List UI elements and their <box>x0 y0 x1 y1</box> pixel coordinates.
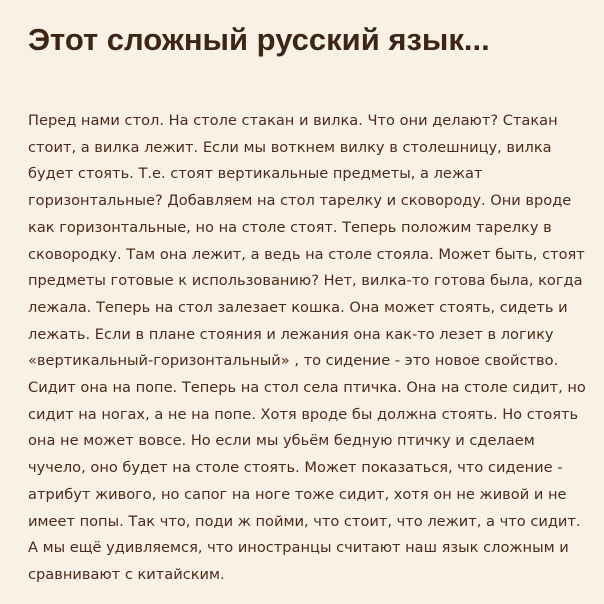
body-line: имеет попы. Так что, поди ж пойми, что стоит, что лежит, а что сидит. <box>28 512 581 530</box>
article-body <box>28 108 586 589</box>
article-title: Этот сложный русский язык... <box>28 22 490 57</box>
body-line: сравнивают с китайским. <box>28 565 225 583</box>
body-line: чучело, оно будет на столе стоять. Может показаться, что сидение - <box>28 459 563 477</box>
body-line: как горизонтальные, но на столе стоят. Теперь положим тарелку в <box>28 218 552 236</box>
body-line: сковородку. Там она лежит, а ведь на столе стояла. Может быть, стоят <box>28 245 585 263</box>
body-line: сидит на ногах, а не на попе. Хотя вроде бы должна стоять. Но стоять <box>28 405 579 423</box>
body-line: Сидит она на попе. Теперь на стол села птичка. Она на столе сидит, но <box>28 379 586 397</box>
body-line: предметы готовые к использованию? Нет, вилка-то готова была, когда <box>28 272 583 290</box>
body-line: А мы ещё удивляемся, что иностранцы считают наш язык сложным и <box>28 539 569 557</box>
body-line: горизонтальные? Добавляем на стол тарелку и сковороду. Они вроде <box>28 192 572 210</box>
body-line: стоит, а вилка лежит. Если мы воткнем вилку в столешницу, вилка <box>28 138 552 156</box>
body-line: будет стоять. Т.е. стоят вертикальные предметы, а лежат <box>28 165 483 183</box>
body-line: Перед нами стол. На столе стакан и вилка. Что они делают? Стакан <box>28 112 558 129</box>
body-line: лежать. Если в плане стояния и лежания она как-то лезет в логику <box>28 325 554 343</box>
body-line: она не может вовсе. Но если мы убьём бедную птичку и сделаем <box>28 432 535 450</box>
body-line: атрибут живого, но сапог на ноге тоже сидит, хотя он не живой и не <box>28 485 567 503</box>
body-line: лежала. Теперь на стол залезает кошка. Она может стоять, сидеть и <box>28 298 568 316</box>
body-line: «вертикальный-горизонтальный» , то сидение - это новое свойство. <box>28 352 559 370</box>
